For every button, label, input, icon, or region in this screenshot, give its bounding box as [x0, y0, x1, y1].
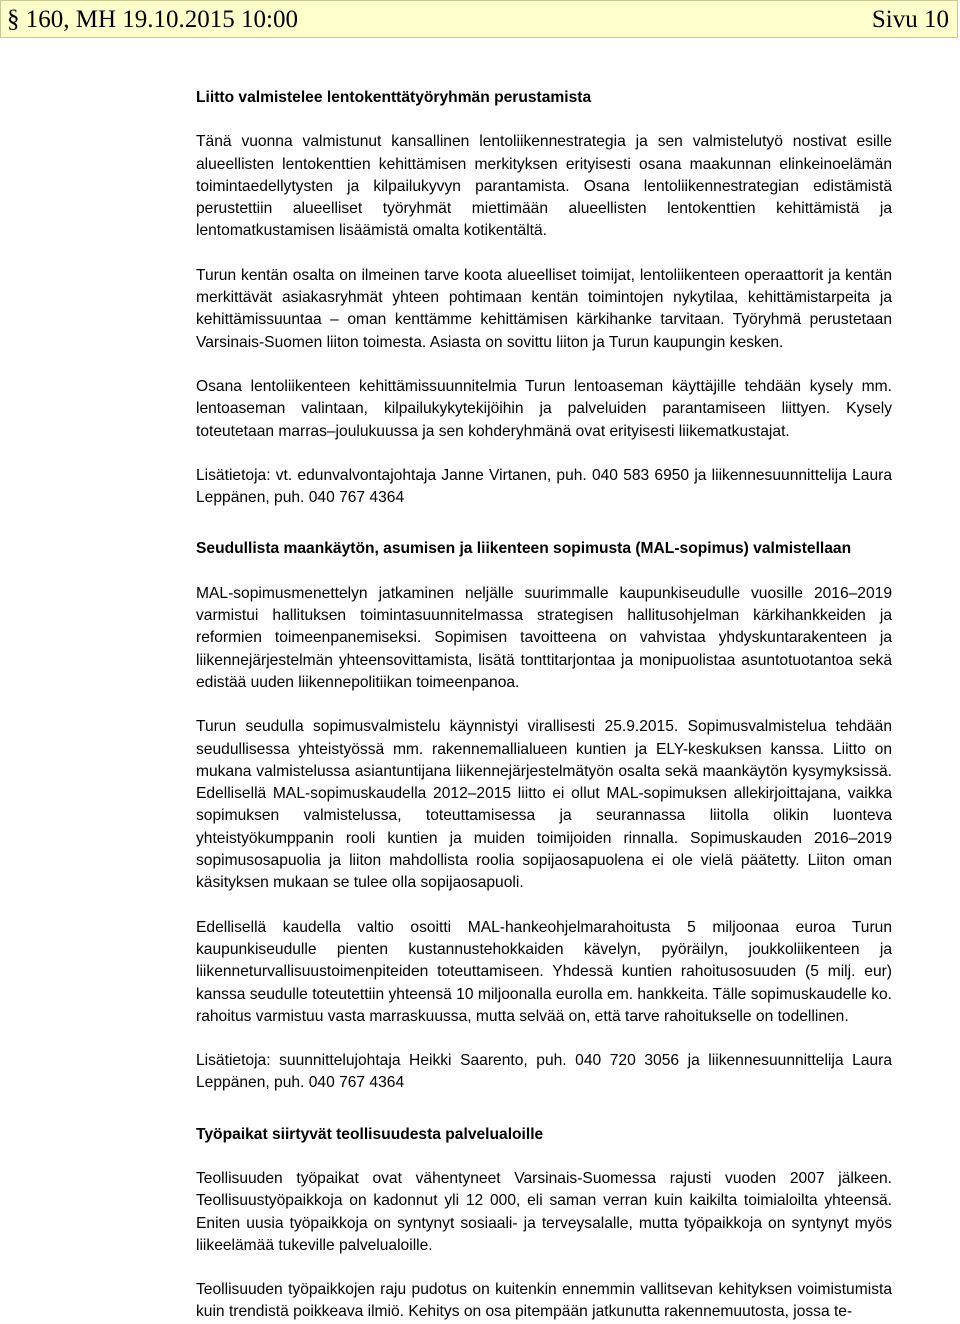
paragraph: Osana lentoliikenteen kehittämissuunnitelmia Turun lentoaseman käyttäjille tehdään kysely mm. lentoaseman valintaan, kilpailukykytekijöihin ja palveluiden parantamiseen liittyen. Kysely toteutetaan marras–joulukuussa ja sen kohderyhmänä ovat erityisesti liikematkustajat.	[196, 377, 892, 440]
document-body	[196, 87, 892, 1324]
page-number: Sivu 10	[871, 6, 949, 33]
paragraph: Turun seudulla sopimusvalmistelu käynnistyi virallisesti 25.9.2015. Sopimusvalmistelua tehdään seudullisessa yhteistyössä mm. rakennemallialueen kuntien ja ELY-keskuksen kanssa. Liitto on mukana valmistelussa asiantuntijana liikennejärjestelmätyön osalta sekä maankäytön kysymyksissä. Edellisellä MAL-sopimuskaudella 2012–2015 liitto ei ollut MAL-sopimuksen allekirjoittajana, vaikka sopimuksen valmistelussa, toteuttamisessa ja seurannassa liitolla olikin luonteva yhteistyökumppanin rooli kuntien ja muiden toimijoiden rinnalla. Sopimuskauden 2016–2019 sopimusosapuolia ja liiton mahdollista roolia sopijaosapuolena ei ole vielä päätetty. Liiton oman käsityksen mukaan se tulee olla sopijaosapuoli.	[196, 718, 892, 892]
paragraph: MAL-sopimusmenettelyn jatkaminen neljälle suurimmalle kaupunkiseudulle vuosille 2016–2019 varmistui hallituksen toimintasuunnitelmassa strategisen hallitusohjelman kärkihankkeiden ja reformien toimeenpanemiseksi. Sopimisen tavoitteena on vahvistaa yhdyskuntarakenteen ja liikennejärjestelmän yhteensovittamista, lisätä tonttitarjontaa ja monipuolistaa asuntotuotantoa sekä edistää uuden liikennepolitiikan toimeenpanoa.	[196, 584, 892, 691]
section-title: Seudullista maankäytön, asumisen ja liikenteen sopimusta (MAL-sopimus) valmistellaan	[196, 540, 852, 558]
contact-info: Lisätietoja: suunnittelujohtaja Heikki Saarento, puh. 040 720 3056 ja liikennesuunnittelija Laura Leppänen, puh. 040 767 4364	[196, 1052, 892, 1092]
section-reference: § 160, MH 19.10.2015 10:00	[7, 6, 298, 33]
section-title: Liitto valmistelee lentokenttätyöryhmän perustamista	[196, 89, 592, 106]
page-header	[0, 0, 958, 38]
contact-info: Lisätietoja: vt. edunvalvontajohtaja Janne Virtanen, puh. 040 583 6950 ja liikennesuunnittelija Laura Leppänen, puh. 040 767 4364	[196, 466, 892, 507]
section-title: Työpaikat siirtyvät teollisuudesta palvelualoille	[196, 1125, 544, 1143]
paragraph: Teollisuuden työpaikkojen raju pudotus on kuitenkin ennemmin vallitsevan kehityksen voimistumista kuin trendistä poikkeava ilmiö. Kehitys on osa pitempään jatkunutta rakennemuutosta, jossa te-	[196, 1281, 892, 1321]
paragraph: Turun kentän osalta on ilmeinen tarve koota alueelliset toimijat, lentoliikenteen operaattorit ja kentän merkittävät asiakasryhmät yhteen pohtimaan kentän toimintojen nykytilaa, kehittämistarpeita ja kehittämissuuntaa – oman kenttämme kehittämisen kärkihanke tarvitaan. Työryhmä perustetaan Varsinais-Suomen liiton toimesta. Asiasta on sovittu liiton ja Turun kaupungin kesken.	[196, 266, 892, 351]
paragraph: Tänä vuonna valmistunut kansallinen lentoliikennestrategia ja sen valmistelutyö nostivat esille alueellisten lentokenttien kehittämisen merkityksen erityisesti osana maakunnan elinkeinoelämän toimintaedellytysten ja kilpailukyvyn parantamista. Osana lentoliikennestrategian edistämistä perustettiin alueelliset työryhmät miettimään alueellisten lentokenttien kehittämistä ja lentomatkustamisen lisäämistä omalta kotikentältä.	[196, 133, 892, 240]
paragraph: Teollisuuden työpaikat ovat vähentyneet Varsinais-Suomessa rajusti vuoden 2007 jälkeen. Teollisuustyöpaikkoja on kadonnut yli 12 000, eli saman verran kuin kaikilta toimialoilta yhteensä. Eniten uusia työpaikkoja on syntynyt sosiaali- ja terveysalalle, mutta työpaikkoja on syntynyt myös liikeelämää tukeville palvelualoille.	[196, 1169, 892, 1254]
paragraph: Edellisellä kaudella valtio osoitti MAL-hankeohjelmarahoitusta 5 miljoonaa euroa Turun kaupunkiseudulle pienten kustannustehokkaiden kävelyn, pyöräilyn, joukkoliikenteen ja liikenneturvallisuustoimenpiteiden toteuttamiseen. Yhdessä kuntien rahoitusosuuden (5 milj. eur) kanssa seudulle toteutettiin yhteensä 10 miljoonalla eurolla em. hankkeita. Tälle sopimuskaudelle ko. rahoitus varmistuu vasta marraskuussa, mutta selvää on, että tarve rahoitukselle on todellinen.	[196, 918, 892, 1025]
